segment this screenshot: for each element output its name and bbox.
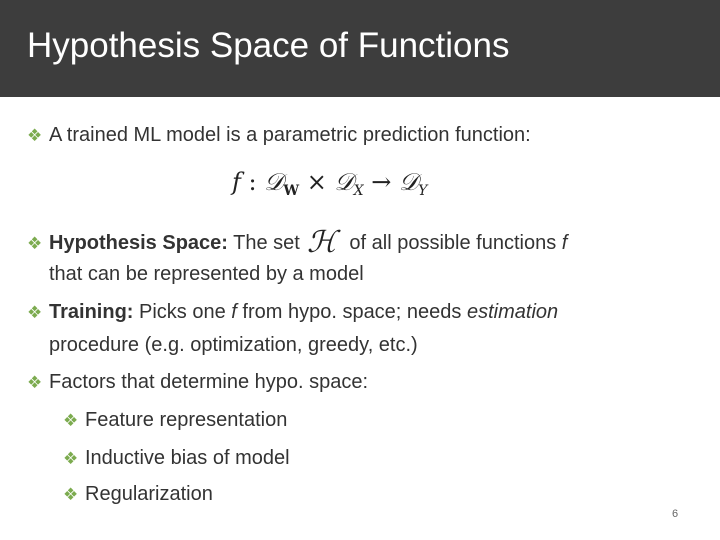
sub-bullet-3 — [63, 479, 213, 510]
formula-sub-y: Y — [418, 183, 428, 199]
page-number: 6 — [672, 508, 679, 520]
diamond-bullet-icon: ❖ — [63, 485, 79, 504]
hypothesis-symbol: ℋ — [307, 225, 337, 260]
bullet-2 — [27, 225, 568, 260]
bullet-1 — [27, 120, 531, 151]
bullet-2-text-a: The set — [227, 232, 300, 254]
bullet-3-f: f — [231, 301, 237, 323]
bullet-3 — [27, 297, 558, 328]
formula-f: f — [232, 168, 241, 196]
bullet-4 — [27, 367, 368, 398]
bullet-3-text-b: from hypo. space; needs — [236, 301, 467, 323]
bullet-3-italic: estimation — [466, 301, 559, 323]
diamond-bullet-icon: ❖ — [27, 373, 43, 392]
formula-times: × — [299, 168, 335, 196]
slide-header — [0, 0, 720, 97]
diamond-bullet-icon: ❖ — [27, 234, 43, 253]
sub-bullet-1 — [63, 405, 287, 436]
slide-title: Hypothesis Space of Functions — [27, 26, 510, 65]
formula-d-y: 𝒟 — [399, 168, 419, 196]
bullet-2-line-2: that can be represented by a model — [49, 263, 364, 285]
bullet-1-text: A trained ML model is a parametric prediction function: — [49, 124, 531, 146]
formula — [232, 168, 427, 199]
bullet-3-text-a: Picks one — [133, 301, 232, 323]
diamond-bullet-icon: ❖ — [63, 449, 79, 468]
bullet-2-f: f — [561, 232, 568, 254]
bullet-2-text-b: of all possible functions — [343, 232, 562, 254]
bullet-3-bold: Training: — [49, 301, 134, 323]
formula-sub-x: X — [353, 183, 364, 199]
sub-bullet-3-text: Regularization — [85, 483, 213, 505]
formula-colon: : — [240, 168, 265, 196]
bullet-4-text: Factors that determine hypo. space: — [49, 371, 369, 393]
diamond-bullet-icon: ❖ — [27, 126, 43, 145]
formula-d-x: 𝒟 — [334, 168, 354, 196]
diamond-bullet-icon: ❖ — [63, 411, 79, 430]
formula-d-w: 𝒟 — [264, 168, 284, 196]
sub-bullet-1-text: Feature representation — [85, 409, 288, 431]
sub-bullet-2-text: Inductive bias of model — [85, 447, 290, 469]
bullet-2-bold: Hypothesis Space: — [49, 232, 228, 254]
formula-sub-w: W — [283, 183, 300, 199]
sub-bullet-2 — [63, 443, 290, 474]
diamond-bullet-icon: ❖ — [27, 303, 43, 322]
bullet-3-line-2: procedure (e.g. optimization, greedy, etc.) — [49, 334, 418, 356]
formula-arrow: → — [363, 168, 399, 196]
